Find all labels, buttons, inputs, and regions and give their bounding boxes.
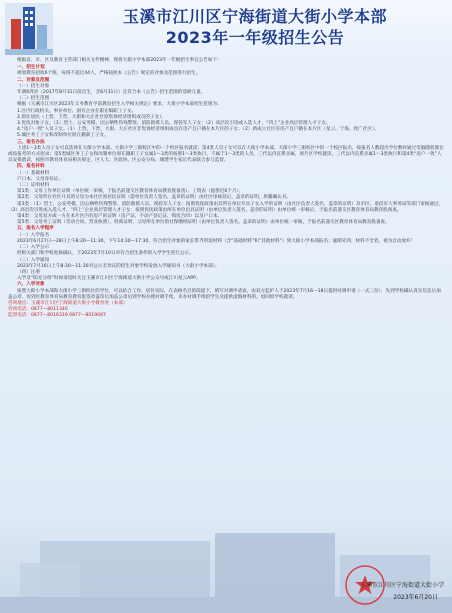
section-heading: 二、对象及范围 [17,77,50,83]
section-paragraph: 根据《玉溪市江川区2023年义务教育学前教育招生入学相关规定》要求，大街小学本部招生范围为： [17,102,222,108]
intro-paragraph: 根据省、市、区及教育主管部门相关文件精神，现将大街小学本部2023年一年级招生事宜公告如下： [17,58,222,63]
section-heading: 三、报名办法 [17,139,45,145]
school-building-icon [5,3,53,55]
subsection-heading: （二）入学公示 [17,245,50,251]
section-paragraph: 年满6周岁（2017年8月31日前出生，含8月31日）且符合本《公告》招生范围的适龄儿童。 [17,90,206,96]
subsection-heading: （二）招生范围 [17,96,50,102]
subsection-heading: （一）入学报名 [17,232,50,238]
section-paragraph: 按照大街小学本部和大街小学三街校区的学位，可以结合工作、居住实际，在表格名目的前提下，填写对调申请表，由双方监护人于2023年7月16—18日提供对调申请（一式三份），先到学校确认真实信息后加盖公章，再到区教育体育局教育教育股签章盖印后加盖公章后到学校办理对调手续。未办对调手续的学生及提供虚假材料的，退回原学校就读。 [8,288,441,300]
section-heading: 一、招生计划 [17,65,45,71]
section-heading: 四、报名材料 [17,164,45,170]
section-paragraph: 5.城区务工子女和改制单位原在籍职工子女。 [17,133,109,139]
section-paragraph: 第2类：父母所在社区开具的父母为本社区原居民证明（需单位负责人签名、盖章的证明）由社区审核登记、盖章的证明、原籍确认书。 [17,195,291,201]
section-paragraph: 3.优抚对象子女。（1）烈士、公安英模、因公牺牲伤残警察、消防救援人员、现役军人子女；（2）高层次引进或入选人才、“四上”企业高层管理人才子女。 [17,121,331,127]
subsection-heading: （二）证明材料 [17,183,50,189]
section-paragraph: 2023年6月27日—28日上午8:30—11:30，下午14:30—17:30，符合招生对象的家长带齐所需材料（含“基础材料”和“其他材料”）到大街小学本部报名；逾期未到、材料不全者，视为自动放弃！ [17,238,416,244]
title-line-1: 玉溪市江川区宁海街道大街小学本部 [122,7,387,26]
signature-date: 2023年6月20日 [393,594,438,601]
section-paragraph: 入学及“阳光分班”时间请适时关注玉溪市江川区宁海街道大街小学公众号或江川星云APP。 [17,276,201,282]
section-paragraph: 经相关部门和学校复核确认，于2023年7月10日对符合招生条件的入学学生进行公示。 [17,251,194,257]
title-line-2: 2023年一年级招生公告 [165,28,345,47]
section-paragraph: 第5类：父母务工证明（劳动合同、营业执照）、经商证明、父母所在单位的社保缴纳证明（由单位负责人签名、盖章的证明）由单位统一审核，于报名前递交区教育体育局教育股备查。 [17,220,390,226]
supervision-phone: 监督电话：0877—8016319 0877—8019087 [8,313,106,319]
section-paragraph: 规划教育招收6个班，每班不超过44人，严格按照本《公告》规定的对象及范围进行招生。 [17,71,201,77]
section-paragraph: 第4类：父母双方或一方在本片区内有房产的证明（房产证、不动产登记证、购房合同）以及户口本。 [17,214,223,220]
section-paragraph: 2.原住居民（上营、下营、大街和大庄社区原集体经济组织成员的子女）。 [17,114,167,120]
section-paragraph: 第1类：父母工作单位证明（单位统一审核，于报名前递交区教育体育局教育股备查）、工资表（提供近6个月）。 [17,189,244,195]
section-heading: 五、报名入学程序 [17,226,54,232]
subsection-heading: （四）注册 [17,269,40,275]
subsection-heading: （三）入学通知 [17,257,50,263]
section-paragraph: 4.“房户一致”人员子女。（1）上营、下营、大街、大庄社区非集体经济组织成员有房产且户籍在本片区的子女；（2）新成立社区有房产且户籍在本片区（星云、宁海、致广社区）。 [17,127,379,133]
contact-phone: 咨询电话：0877—8011340 [8,307,68,313]
sections-list [8,65,444,301]
contact-location: 咨询地点：玉溪市江川区宁海街道大街小学教务处（本部） [8,300,128,306]
subsection-heading: （一）招生对象 [17,83,50,89]
section-paragraph: 户口本、父母身份证。 [17,176,63,182]
section-paragraph: 1.区内行政机关、事业单位、国有企业在职在编职工子女。 [17,108,137,114]
section-heading: 六、入学对象 [17,282,45,288]
section-paragraph: 第3类：（1）烈士、公安英模、因公牺牲伤残警察、消防救援人员、现役军人子女：按照优抚政策由其所在单位开具子女入学的证明（由社区负责人签名、盖章的证明）及市区、退役军人事务局等部门审核通过。（2）高层次引进或入选人才、“四上”企业高层管理人才子女：按照优抚政策由所在单位出具证明（由单位负责人签名、盖章的证明）由单位统一审核后，于报名前递交区教育体育局教育股备查。 [8,201,444,213]
signature-org: 玉溪市江川区宁海街道大街小学 [359,582,444,589]
section-paragraph: 上述1～3类人员子女可以选择在大街小学本部、大街小学三街校区中的一个校区报名就读；第4类人员子女可以在大街小学本部、大街小学三街校区中的一个校区报名，按报名人数超出学位数时通过电脑随机派位或按报考的方式招录；第5类城区务工子女和改制单位原在籍职工子女属1～3类的按照1～3类执行，不属于1～3类的人员，三代以内直系亲属，原片区学校就读，三代以内直系亲属1～3类执行和第4类“房户一致”人员安排就读，按照市教育体育局相关规定，区人大、区政协、区公安分局、城建学生家长代表联合参与监督。 [8,145,444,164]
section-paragraph: 2023年7月16日上午8:30—11:30对公示无异议的招生对象学校发放入学通知书（大街小学本部）。 [17,263,220,269]
subsection-heading: （一）基础材料 [17,170,50,176]
announcement-body [8,58,444,320]
